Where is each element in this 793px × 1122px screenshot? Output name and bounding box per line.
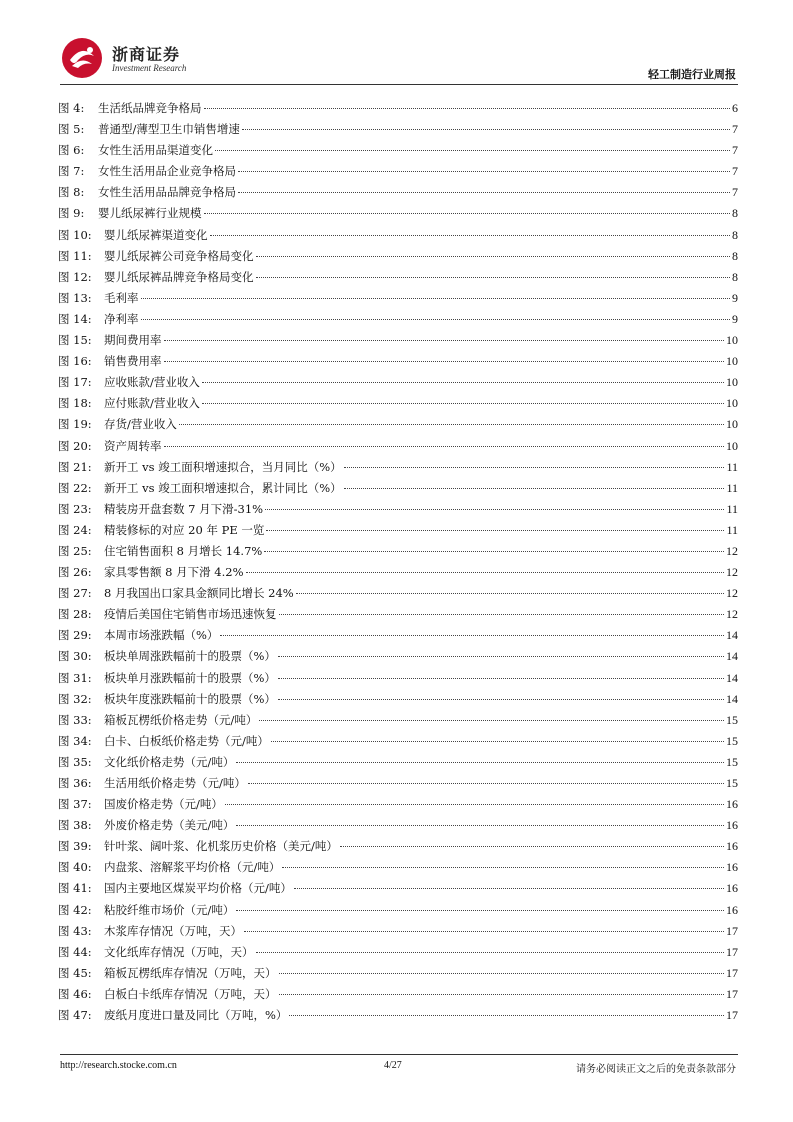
toc-page-number[interactable]: 9 [732,290,738,305]
toc-figure-title[interactable]: 木浆库存情况（万吨，天） [104,923,242,938]
toc-dot-leader [141,319,731,320]
toc-entry[interactable] [58,773,738,794]
toc-figure-title[interactable]: 资产周转率 [104,438,162,453]
footer-disclaimer: 请务必阅读正文之后的免责条款部分 [576,1064,736,1075]
toc-entry[interactable] [58,161,738,182]
toc-figure-number: 图 34: [58,733,92,748]
toc-figure-number: 图 47: [58,1008,92,1023]
toc-figure-title[interactable]: 婴儿纸尿裤渠道变化 [104,227,208,242]
toc-page-number[interactable]: 8 [732,206,738,221]
toc-dot-leader [278,678,724,679]
toc-page-number[interactable]: 15 [726,776,738,790]
toc-figure-number: 图 37: [58,797,92,812]
toc-entry[interactable] [58,98,738,119]
footer-url-link[interactable]: http://research.stocke.com.cn [60,1060,177,1071]
toc-figure-number: 图 12: [58,269,92,284]
toc-entry[interactable] [58,668,738,689]
toc-page-number[interactable]: 10 [726,438,738,453]
toc-figure-title[interactable]: 箱板瓦楞纸价格走势（元/吨） [104,712,258,727]
toc-dot-leader [344,488,725,489]
toc-figure-number: 图 7: [58,164,85,179]
toc-dot-leader [248,783,724,784]
toc-entry[interactable] [58,752,738,773]
toc-figure-title[interactable]: 板块单月涨跌幅前十的股票（%） [104,670,276,685]
toc-dot-leader [265,509,724,510]
toc-figure-title[interactable]: 精装房开盘套数 7 月下滑-31% [104,501,264,516]
toc-dot-leader [164,446,725,447]
toc-figure-title[interactable]: 普通型/薄型卫生巾销售增速 [98,122,240,137]
toc-dot-leader [278,699,724,700]
toc-figure-title[interactable]: 应付账款/营业收入 [104,396,200,411]
toc-figure-number: 图 28: [58,607,92,622]
toc-entry[interactable] [58,878,738,899]
toc-dot-leader [246,572,725,573]
toc-page-number[interactable]: 10 [726,417,738,432]
toc-figure-number: 图 33: [58,712,92,727]
toc-entry[interactable] [58,836,738,857]
toc-entry[interactable] [58,604,738,625]
toc-figure-title[interactable]: 家具零售额 8 月下滑 4.2% [104,565,244,580]
toc-entry[interactable] [58,140,738,161]
toc-page-number[interactable]: 12 [726,565,738,580]
toc-entry[interactable] [58,478,738,499]
toc-dot-leader [204,213,731,214]
toc-figure-number: 图 25: [58,543,92,558]
toc-figure-number: 图 23: [58,501,92,516]
toc-dot-leader [256,952,725,953]
toc-page-number[interactable]: 11 [726,501,738,516]
toc-figure-number: 图 13: [58,290,92,305]
toc-page-number[interactable]: 14 [726,628,738,643]
toc-page-number[interactable]: 10 [726,375,738,390]
toc-figure-number: 图 42: [58,902,92,917]
toc-dot-leader [238,171,730,172]
toc-entry[interactable] [58,963,738,984]
toc-dot-leader [279,614,725,615]
report-type-label: 轻工制造行业周报 [648,68,736,81]
toc-entry[interactable] [58,246,738,267]
toc-figure-number: 图 31: [58,670,92,685]
header-divider [60,84,738,85]
toc-page-number[interactable]: 8 [732,227,738,242]
toc-entry[interactable] [58,457,738,478]
toc-dot-leader [225,804,724,805]
toc-entry[interactable] [58,499,738,520]
toc-entry[interactable] [58,900,738,921]
brand-name-cn: 浙商证券 [112,45,181,64]
toc-page-number[interactable]: 7 [732,122,738,137]
toc-figure-number: 图 5: [58,122,85,137]
toc-dot-leader [279,994,725,995]
toc-page-number[interactable]: 7 [732,143,738,158]
toc-figure-number: 图 27: [58,586,92,601]
toc-page-number[interactable]: 12 [726,586,738,601]
toc-entry[interactable] [58,794,738,815]
toc-page-number[interactable]: 15 [726,712,738,727]
toc-figure-number: 图 9: [58,206,85,221]
toc-entry[interactable] [58,942,738,963]
toc-page-number[interactable]: 17 [726,986,738,1001]
toc-page-number[interactable]: 6 [732,101,738,115]
toc-figure-title[interactable]: 生活用纸价格走势（元/吨） [104,776,246,790]
toc-page-number[interactable]: 14 [726,691,738,706]
toc-dot-leader [256,277,731,278]
toc-figure-title[interactable]: 婴儿纸尿裤行业规模 [98,206,202,221]
toc-page-number[interactable]: 10 [726,396,738,411]
toc-figure-title[interactable]: 存货/营业收入 [104,417,177,432]
toc-entry[interactable] [58,984,738,1005]
toc-dot-leader [296,593,724,594]
toc-dot-leader [259,720,724,721]
toc-entry[interactable] [58,541,738,562]
toc-entry[interactable] [58,921,738,942]
toc-figure-number: 图 15: [58,333,92,348]
toc-figure-number: 图 8: [58,185,85,200]
toc-dot-leader [236,762,724,763]
toc-figure-number: 图 35: [58,754,92,769]
toc-figure-number: 图 29: [58,628,92,643]
toc-page-number[interactable]: 17 [726,923,738,938]
toc-entry[interactable] [58,309,738,330]
toc-page-number[interactable]: 11 [726,459,738,474]
toc-page-number[interactable]: 8 [732,269,738,284]
toc-page-number[interactable]: 17 [726,965,738,980]
toc-figure-title[interactable]: 期间费用率 [104,333,162,348]
toc-dot-leader [164,340,725,341]
toc-entry[interactable] [58,520,738,541]
toc-figure-number: 图 4: [58,101,85,115]
toc-page-number[interactable]: 16 [726,860,738,875]
toc-dot-leader [204,108,731,109]
toc-figure-number: 图 30: [58,649,92,664]
toc-figure-title[interactable]: 销售费用率 [104,354,162,369]
toc-figure-number: 图 26: [58,565,92,580]
toc-figure-number: 图 16: [58,354,92,369]
toc-page-number[interactable]: 11 [726,480,738,495]
toc-page-number[interactable]: 9 [732,311,738,326]
toc-entry[interactable] [58,815,738,836]
toc-entry[interactable] [58,225,738,246]
toc-entry[interactable] [58,562,738,583]
toc-entry[interactable] [58,330,738,351]
toc-figure-number: 图 24: [58,522,92,537]
toc-dot-leader [294,888,724,889]
company-logo-icon [60,36,104,80]
toc-dot-leader [238,192,730,193]
toc-figure-title[interactable]: 精装修标的对应 20 年 PE 一览 [104,522,265,537]
toc-figure-title[interactable]: 女性生活用品企业竞争格局 [98,164,236,179]
toc-entry[interactable] [58,646,738,667]
toc-entry[interactable] [58,583,738,604]
toc-dot-leader [141,298,731,299]
toc-figure-title[interactable]: 生活纸品牌竞争格局 [98,101,202,115]
toc-page-number[interactable]: 12 [726,543,738,558]
toc-figure-number: 图 40: [58,860,92,875]
toc-figure-number: 图 19: [58,417,92,432]
toc-entry[interactable] [58,689,738,710]
toc-figure-number: 图 11: [58,248,92,263]
toc-page-number[interactable]: 17 [726,1008,738,1023]
toc-figure-title[interactable]: 针叶浆、阔叶浆、化机浆历史价格（美元/吨） [104,839,338,854]
toc-dot-leader [256,256,731,257]
toc-figure-number: 图 20: [58,438,92,453]
toc-figure-number: 图 17: [58,375,92,390]
toc-page-number[interactable]: 7 [732,185,738,200]
toc-figure-number: 图 14: [58,311,92,326]
toc-figure-title[interactable]: 国废价格走势（元/吨） [104,797,223,812]
toc-page-number[interactable]: 15 [726,754,738,769]
toc-figure-number: 图 21: [58,459,92,474]
toc-figure-title[interactable]: 应收账款/营业收入 [104,375,200,390]
toc-dot-leader [210,235,731,236]
toc-figure-title[interactable]: 婴儿纸尿裤公司竞争格局变化 [104,248,254,263]
toc-figure-title[interactable]: 新开工 vs 竣工面积增速拟合，当月同比（%） [104,459,342,474]
toc-figure-title[interactable]: 板块年度涨跌幅前十的股票（%） [104,691,276,706]
toc-dot-leader [202,403,724,404]
toc-dot-leader [289,1015,724,1016]
toc-entry[interactable] [58,119,738,140]
toc-figure-number: 图 38: [58,818,92,833]
toc-figure-title[interactable]: 国内主要地区煤炭平均价格（元/吨） [104,881,292,896]
toc-entry[interactable] [58,351,738,372]
toc-figure-title[interactable]: 文化纸价格走势（元/吨） [104,754,235,769]
toc-page-number[interactable]: 16 [726,839,738,854]
toc-entry[interactable] [58,625,738,646]
toc-dot-leader [179,424,724,425]
toc-figure-number: 图 18: [58,396,92,411]
toc-dot-leader [264,551,724,552]
toc-figure-title[interactable]: 女性生活用品品牌竞争格局 [98,185,236,200]
toc-dot-leader [202,382,724,383]
toc-figure-title[interactable]: 毛利率 [104,290,139,305]
toc-page-number[interactable]: 10 [726,354,738,369]
toc-entry[interactable] [58,731,738,752]
toc-page-number[interactable]: 11 [726,522,738,537]
toc-entry[interactable] [58,267,738,288]
toc-dot-leader [164,361,725,362]
toc-dot-leader [344,467,725,468]
toc-dot-leader [215,150,730,151]
toc-figure-number: 图 46: [58,986,92,1001]
toc-page-number[interactable]: 15 [726,733,738,748]
toc-dot-leader [279,973,725,974]
toc-page-number[interactable]: 16 [726,797,738,812]
toc-page-number[interactable]: 16 [726,818,738,833]
toc-page-number[interactable]: 16 [726,902,738,917]
toc-figure-title[interactable]: 白板白卡纸库存情况（万吨，天） [104,986,277,1001]
toc-page-number[interactable]: 12 [726,607,738,622]
toc-dot-leader [271,741,724,742]
toc-figure-number: 图 6: [58,143,85,158]
toc-dot-leader [266,530,724,531]
toc-page-number[interactable]: 16 [726,881,738,896]
toc-figure-number: 图 41: [58,881,92,896]
toc-page-number[interactable]: 10 [726,333,738,348]
toc-figure-title[interactable]: 疫情后美国住宅销售市场迅速恢复 [104,607,277,622]
toc-dot-leader [244,931,724,932]
toc-dot-leader [236,910,724,911]
toc-entry[interactable] [58,414,738,435]
toc-entry[interactable] [58,436,738,457]
toc-entry[interactable] [58,203,738,224]
toc-dot-leader [278,656,724,657]
page-header [60,36,736,84]
toc-page-number[interactable]: 14 [726,670,738,685]
toc-entry[interactable] [58,288,738,309]
toc-entry[interactable] [58,857,738,878]
toc-figure-number: 图 44: [58,944,92,959]
toc-dot-leader [242,129,730,130]
toc-dot-leader [220,635,724,636]
toc-entry[interactable] [58,393,738,414]
toc-dot-leader [282,867,724,868]
toc-figure-title[interactable]: 箱板瓦楞纸库存情况（万吨，天） [104,965,277,980]
toc-figure-number: 图 36: [58,776,92,790]
toc-figure-title[interactable]: 粘胶纤维市场价（元/吨） [104,902,235,917]
figure-table-of-contents [58,98,738,1026]
toc-dot-leader [340,846,724,847]
toc-figure-title[interactable]: 住宅销售面积 8 月增长 14.7% [104,543,263,558]
toc-figure-title[interactable]: 外废价格走势（美元/吨） [104,818,235,833]
toc-dot-leader [236,825,724,826]
toc-figure-number: 图 32: [58,691,92,706]
toc-figure-number: 图 10: [58,227,92,242]
toc-figure-title[interactable]: 净利率 [104,311,139,326]
footer-divider [60,1054,738,1055]
toc-figure-title[interactable]: 婴儿纸尿裤品牌竞争格局变化 [104,269,254,284]
brand-name-en: Investment Research [112,63,187,73]
toc-figure-title[interactable]: 内盘浆、溶解浆平均价格（元/吨） [104,860,281,875]
toc-figure-title[interactable]: 文化纸库存情况（万吨，天） [104,944,254,959]
toc-figure-title[interactable]: 新开工 vs 竣工面积增速拟合，累计同比（%） [104,480,342,495]
toc-figure-number: 图 45: [58,965,92,980]
toc-page-number[interactable]: 17 [726,944,738,959]
toc-figure-title[interactable]: 板块单周涨跌幅前十的股票（%） [104,649,276,664]
toc-figure-title[interactable]: 8 月我国出口家具金额同比增长 24% [104,586,294,601]
toc-entry[interactable] [58,182,738,203]
toc-figure-title[interactable]: 本周市场涨跌幅（%） [104,628,219,643]
toc-figure-title[interactable]: 白卡、白板纸价格走势（元/吨） [104,733,269,748]
toc-entry[interactable] [58,1005,738,1026]
toc-figure-number: 图 22: [58,480,92,495]
toc-figure-title[interactable]: 废纸月度进口量及同比（万吨，%） [104,1008,288,1023]
toc-entry[interactable] [58,710,738,731]
toc-figure-number: 图 43: [58,923,92,938]
page-number: 4/27 [384,1060,402,1071]
toc-figure-number: 图 39: [58,839,92,854]
toc-page-number[interactable]: 14 [726,649,738,664]
toc-page-number[interactable]: 8 [732,248,738,263]
toc-entry[interactable] [58,372,738,393]
toc-figure-title[interactable]: 女性生活用品渠道变化 [98,143,213,158]
toc-page-number[interactable]: 7 [732,164,738,179]
